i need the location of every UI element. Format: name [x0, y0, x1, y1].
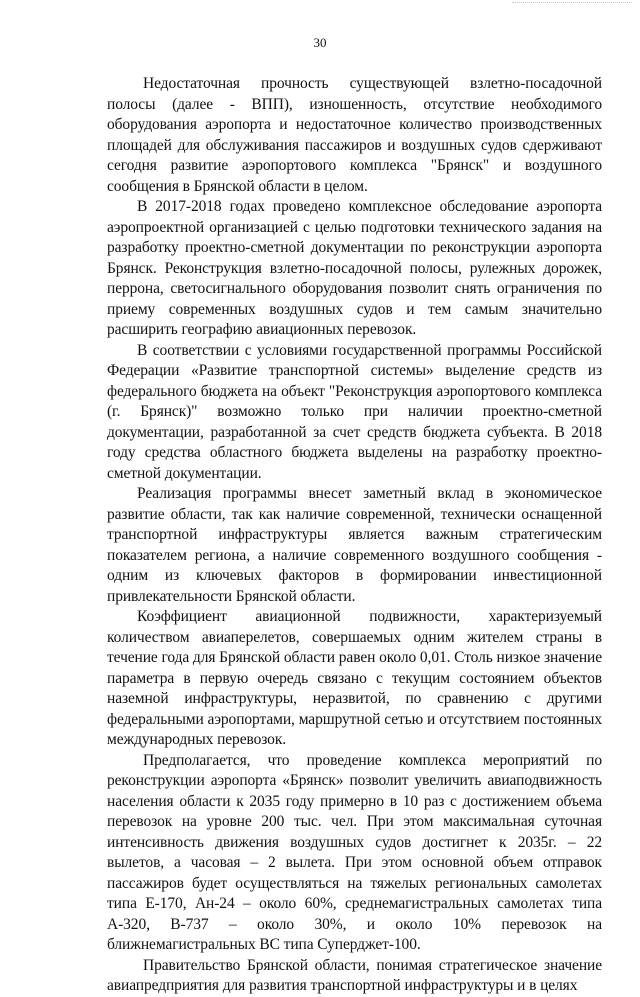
paragraph-6: Предполагается, что проведение комплекса мероприятий по реконструкции аэропорта «Брянск» позволит увеличить авиаподвижность населения области к 2035 году примерно в 10 раз с достижением объема перевозок на уровне 200 тыс. чел. При этом максимальная суточная интенсивность движения воздушных судов достигнет к 2035г. – 22 вылетов, а часовая – 2 вылета. При этом основной объем отправок пассажиров будет осуществляться на тяжелых региональных самолетах типа Е-170, Ан-24 – около 60%, среднемагистральных самолетах типа А-320, В-737 – около 30%, и около 10% перевозок на ближнемагистральных ВС типа Суперджет-100.: [107, 751, 602, 953]
paragraph-2: В 2017-2018 годах проведено комплексное обследование аэропорта аэропроектной организацией с целью подготовки технического задания на разработку проектно-сметной документации по реконструкции аэропорта Брянск. Реконструкция взлетно-посадочной полосы, рулежных дорожек, перрона, светосигнального оборудования позволит снять ограничения по приему современных воздушных судов и тем самым значительно расширить географию авиационных перевозок.: [107, 198, 602, 338]
page-number: 30: [313, 35, 327, 50]
paragraph-5: Коэффициент авиационной подвижности, характеризуемый количеством авиаперелетов, совершаемых одним жителем страны в течение года для Брянской области равен около 0,01. Столь низкое значение параметра в первую очередь связано с текущим состоянием объектов наземной инфраструктуры, неразвитой, по сравнению с другими федеральными аэропортами, маршрутной сетью и отсутствием постоянных международных перевозок.: [107, 608, 602, 748]
paragraph-4: Реализация программы внесет заметный вклад в экономическое развитие области, так как наличие современной, технически оснащенной транспортной инфраструктуры является важным стратегическим показателем региона, а наличие современного воздушного сообщения - одним из ключевых факторов в формировании инвестиционной привлекательности Брянской области.: [107, 485, 602, 605]
paragraph-7: Правительство Брянской области, понимая стратегическое значение авиапредприятия для развития транспортной инфраструктуры и в целях: [107, 956, 602, 994]
document-body: [107, 74, 602, 997]
scan-artifact: [512, 2, 632, 9]
paragraph-1: Недостаточная прочность существующей взлетно-посадочной полосы (далее - ВПП), изношенность, отсутствие необходимого оборудования аэропорта и недостаточное количество производственных площадей для обслуживания пассажиров и воздушных судов сдерживают сегодня развитие аэропортового комплекса "Брянск" и воздушного сообщения в Брянской области в целом.: [107, 75, 602, 195]
paragraph-3: В соответствии с условиями государственной программы Российской Федерации «Развитие транспортной системы» выделение средств из федерального бюджета на объект "Реконструкция аэропортового комплекса (г. Брянск)" возможно только при наличии проектно-сметной документации, разработанной за счет средств бюджета субъекта. В 2018 году средства областного бюджета выделены на разработку проектно-сметной документации.: [107, 341, 602, 482]
